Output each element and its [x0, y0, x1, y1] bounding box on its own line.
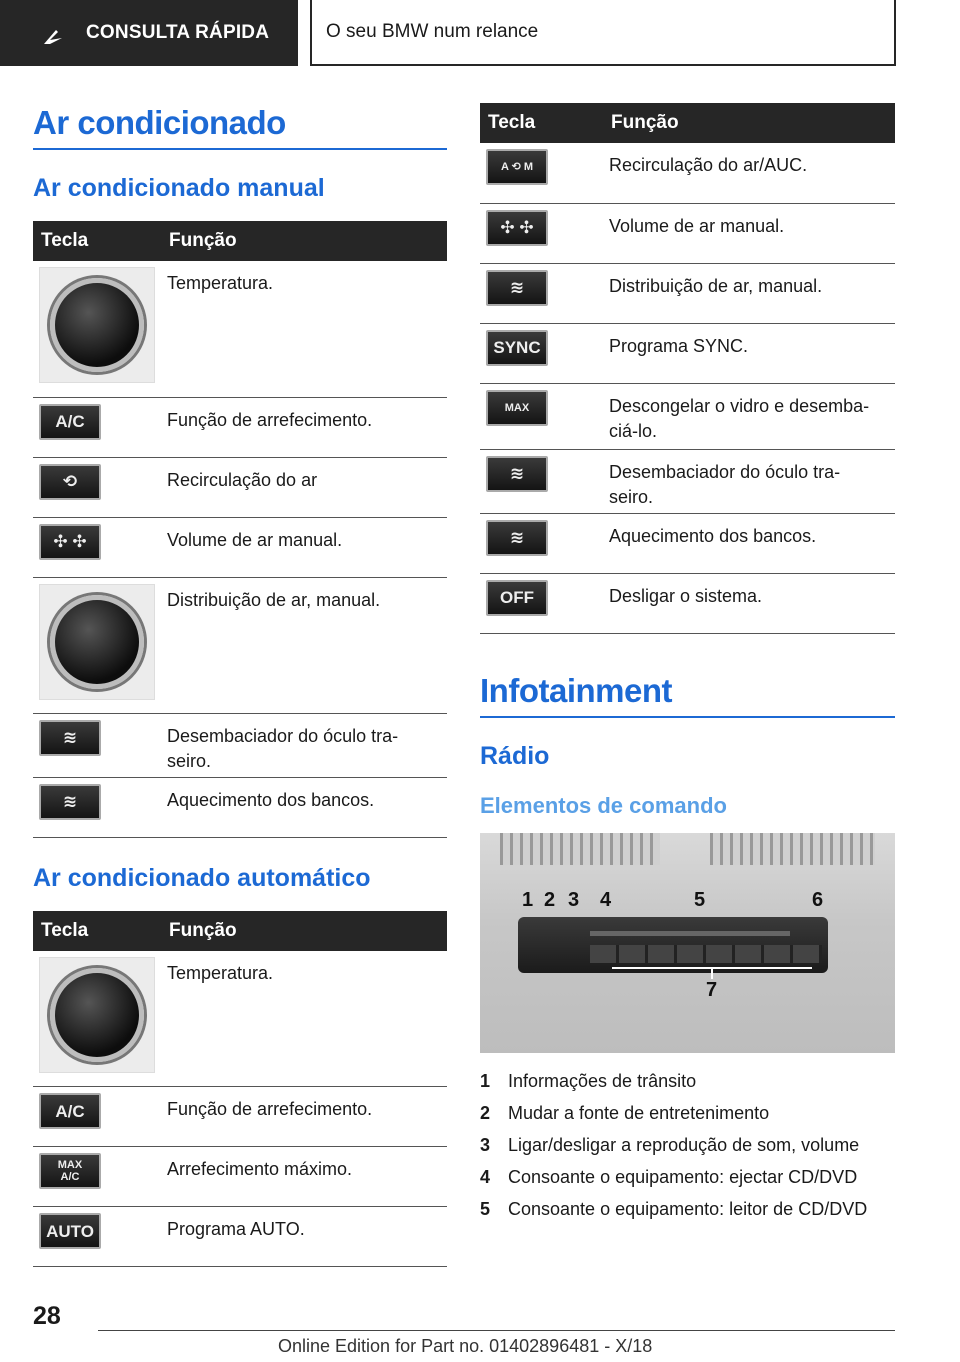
- section-tab[interactable]: [0, 0, 298, 66]
- table-row: [480, 263, 895, 323]
- table-row: [480, 203, 895, 263]
- col-func: Função: [161, 911, 447, 951]
- table-row: [480, 573, 895, 633]
- row-func: Desembaciador do óculo tra- seiro.: [603, 449, 895, 513]
- rear-defrost-key-icon: ≋: [39, 720, 101, 756]
- table-row: [33, 713, 447, 777]
- row-func: Recirculação do ar: [161, 457, 447, 517]
- photo-label: 7: [706, 978, 718, 1001]
- table-row: [33, 1147, 447, 1207]
- row-func: Temperatura.: [161, 261, 447, 397]
- right-column: [480, 66, 895, 1225]
- table-row: [480, 449, 895, 513]
- list-item: 4 Consoante o equipamento: ejectar CD/DVD: [480, 1166, 858, 1187]
- max-ac-key-icon: MAX A/C: [39, 1153, 101, 1189]
- table-row: [480, 383, 895, 449]
- row-func: Distribuição de ar, manual.: [161, 577, 447, 713]
- table-row: [33, 577, 447, 713]
- row-func: Volume de ar manual.: [161, 517, 447, 577]
- breadcrumb: O seu BMW num relance: [310, 0, 896, 66]
- photo-label: 5: [694, 888, 706, 911]
- photo-label: 3: [568, 888, 580, 911]
- row-func: Descongelar o vidro e desemba- ciá-lo.: [603, 383, 895, 449]
- footer-divider: [98, 1330, 895, 1331]
- ac-key-icon: A/C: [39, 1093, 101, 1129]
- row-func: Temperatura.: [161, 951, 447, 1087]
- temperature-dial-icon: [39, 957, 155, 1073]
- auto-heading: Ar condicionado automático: [33, 863, 371, 892]
- page-title: Ar condicionado: [33, 104, 447, 150]
- table-row: [33, 951, 447, 1087]
- right-table: [480, 103, 895, 634]
- left-column: [33, 66, 447, 1267]
- row-func: Volume de ar manual.: [603, 203, 895, 263]
- controls-heading: Elementos de comando: [480, 792, 727, 818]
- rear-defrost-key-icon: ≋: [486, 456, 548, 492]
- row-func: Desligar o sistema.: [603, 573, 895, 633]
- row-func: Distribuição de ar, manual.: [603, 263, 895, 323]
- manual-table: [33, 221, 447, 838]
- recirculation-key-icon: ⟲: [39, 464, 101, 500]
- row-func: Função de arrefecimento.: [161, 1087, 447, 1147]
- distribution-dial-icon: [39, 584, 155, 700]
- auto-table: [33, 911, 447, 1268]
- radio-heading: Rádio: [480, 741, 550, 770]
- table-row: [33, 457, 447, 517]
- table-row: [33, 261, 447, 397]
- col-func: Função: [161, 221, 447, 261]
- control-list: [480, 1065, 895, 1225]
- fan-key-icon: ✣ ✣: [486, 210, 548, 246]
- seat-heating-key-icon: ≋: [486, 520, 548, 556]
- temperature-dial-icon: [39, 267, 155, 383]
- list-item: 1 Informações de trânsito: [480, 1070, 697, 1091]
- row-func: Aquecimento dos bancos.: [603, 513, 895, 573]
- max-defrost-key-icon: MAX: [486, 390, 548, 426]
- distribution-key-icon: ≋: [486, 270, 548, 306]
- col-key: Tecla: [33, 911, 161, 951]
- photo-label: 1: [522, 888, 534, 911]
- sync-key-icon: SYNC: [486, 330, 548, 366]
- table-row: [33, 1207, 447, 1267]
- col-func: Função: [603, 103, 895, 143]
- page-number: 28: [33, 1302, 61, 1330]
- list-item: 5 Consoante o equipamento: leitor de CD/DVD: [480, 1198, 868, 1219]
- seat-heating-key-icon: ≋: [39, 784, 101, 820]
- table-row: [33, 397, 447, 457]
- off-key-icon: OFF: [486, 580, 548, 616]
- ac-key-icon: A/C: [39, 404, 101, 440]
- auc-key-icon: A ⟲ M: [486, 149, 548, 185]
- photo-label: 4: [600, 888, 612, 911]
- page-header: [0, 0, 960, 66]
- manual-heading: Ar condicionado manual: [33, 174, 325, 202]
- table-row: [33, 1087, 447, 1147]
- table-row: [480, 323, 895, 383]
- fan-key-icon: ✣ ✣: [39, 524, 101, 560]
- row-func: Função de arrefecimento.: [161, 397, 447, 457]
- row-func: Desembaciador do óculo tra- seiro.: [161, 713, 447, 777]
- photo-label: 2: [544, 888, 556, 911]
- row-func: Aquecimento dos bancos.: [161, 777, 447, 837]
- flag-icon: [42, 28, 66, 46]
- col-key: Tecla: [480, 103, 603, 143]
- table-row: [33, 777, 447, 837]
- row-func: Programa AUTO.: [161, 1207, 447, 1267]
- infotainment-title: Infotainment: [480, 672, 895, 718]
- row-func: Recirculação do ar/AUC.: [603, 143, 895, 203]
- list-item: 3 Ligar/desligar a reprodução de som, volume: [480, 1134, 860, 1155]
- col-key: Tecla: [33, 221, 161, 261]
- row-func: Programa SYNC.: [603, 323, 895, 383]
- table-row: [480, 513, 895, 573]
- auto-key-icon: AUTO: [39, 1213, 101, 1249]
- table-row: [33, 517, 447, 577]
- list-item: 2 Mudar a fonte de entretenimento: [480, 1102, 770, 1123]
- table-row: [480, 143, 895, 203]
- photo-label: 6: [812, 888, 824, 911]
- edition-note: Online Edition for Part no. 01402896481 - X/18: [278, 1336, 653, 1356]
- radio-controls-photo: [480, 833, 895, 1053]
- section-tab-label: CONSULTA RÁPIDA: [86, 22, 270, 43]
- row-func: Arrefecimento máximo.: [161, 1147, 447, 1207]
